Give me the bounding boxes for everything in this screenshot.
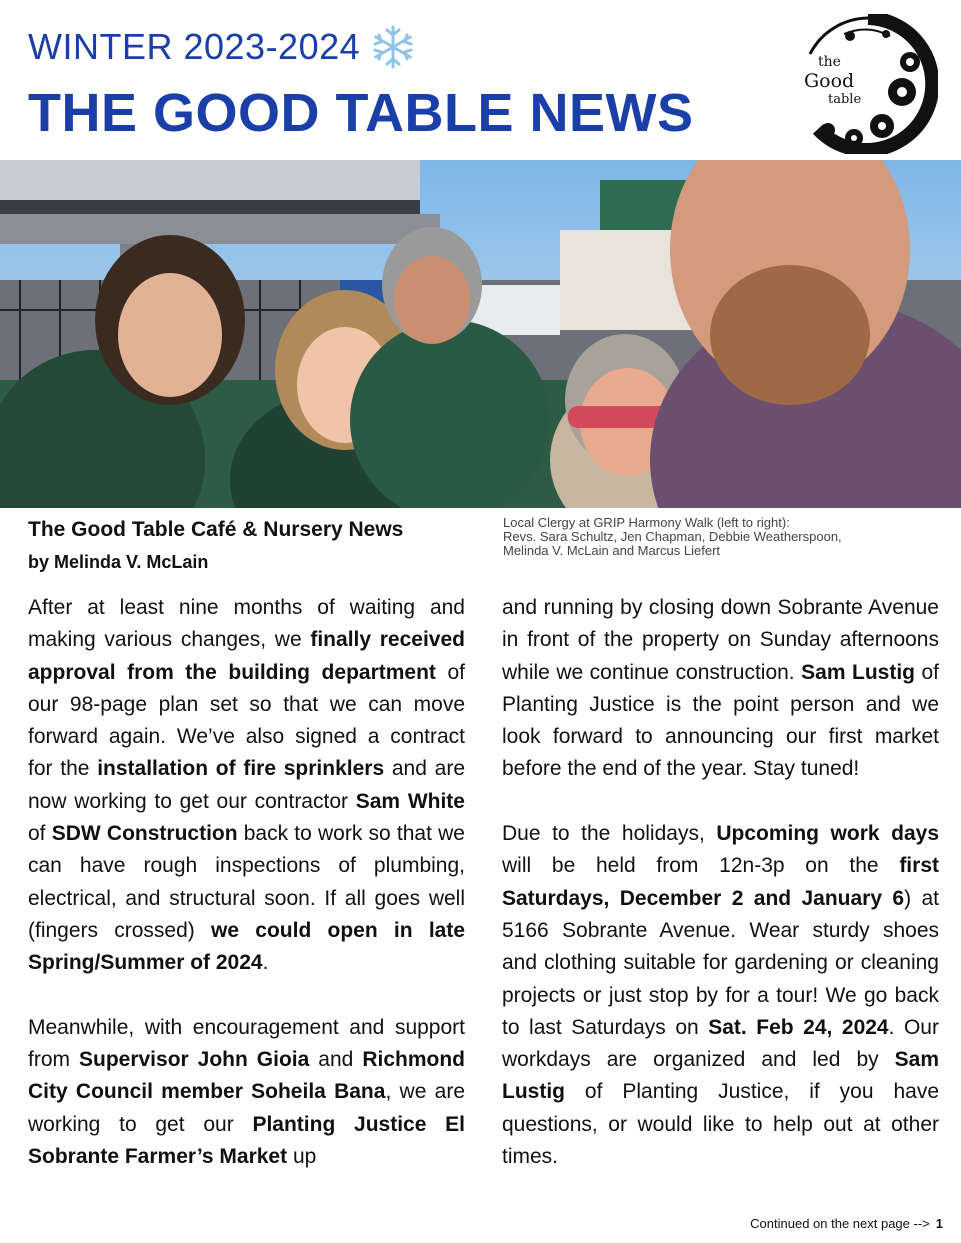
page-footer: [750, 1216, 943, 1231]
text-run: of: [28, 822, 52, 846]
newsletter-title: THE GOOD TABLE NEWS: [28, 83, 694, 143]
bold-run: finally received approval from the building department: [28, 628, 465, 684]
text-run: of Planting Justice, if you have questions, or would like to help out at other times.: [502, 1080, 939, 1169]
good-table-logo: [798, 14, 938, 154]
bold-run: SDW Construction: [51, 822, 238, 846]
text-run: will be held from 12n-3p on the: [502, 854, 900, 878]
bold-run: installation of fire sprinklers: [97, 757, 385, 781]
bold-run: Supervisor John Gioia: [78, 1048, 310, 1072]
bold-run: Sat. Feb 24, 2024: [708, 1015, 889, 1039]
group-photo: [0, 160, 961, 508]
text-run: Meanwhile, with encouragement and support from: [28, 1015, 465, 1072]
text-run: After at least nine months of waiting and making various changes, we: [28, 596, 465, 652]
text-run: of Planting Justice is the point person and we look forward to announcing our first market before the end of the year. Stay tuned!: [502, 660, 939, 781]
article-title: The Good Table Café & Nursery News: [28, 518, 404, 541]
caption-line-2: Revs. Sara Schultz, Jen Chapman, Debbie Weatherspoon,: [503, 529, 842, 544]
continued-note: Continued on the next page -->: [750, 1216, 930, 1231]
article-column-right: [502, 592, 939, 1206]
text-run: Due to the holidays,: [502, 822, 717, 846]
text-run: and running by closing down Sobrante Avenue in front of the property on Sunday afternoons while we continue construction.: [502, 596, 939, 684]
caption-line-3: Melinda V. McLain and Marcus Liefert: [503, 543, 721, 558]
caption-line-1: Local Clergy at GRIP Harmony Walk (left to right):: [503, 515, 790, 530]
photo-illustration: [0, 160, 961, 508]
article-column-left: [28, 592, 465, 1206]
text-run: .: [262, 951, 269, 975]
article-byline: by Melinda V. McLain: [28, 552, 209, 572]
text-run: up: [287, 1145, 317, 1169]
logo-text-the: the: [818, 54, 841, 70]
text-run: , we are working to get our: [28, 1080, 465, 1136]
bold-run: Sam Lustig: [801, 660, 915, 684]
paragraph-approval: [28, 592, 465, 980]
season-heading: [28, 24, 416, 70]
bold-run: Planting Justice El Sobrante Farmer’s Market: [28, 1112, 465, 1169]
snowflake-icon: [370, 24, 416, 70]
bold-run: Richmond City Council member Soheila Bana: [28, 1048, 465, 1104]
text-run: and are now working to get our contractor: [28, 757, 466, 813]
paragraph-market-continued: [502, 592, 939, 786]
photo-caption: [503, 516, 939, 558]
page-number: 1: [935, 1216, 943, 1231]
text-run: . Our workdays are organized and led by: [502, 1015, 939, 1072]
bold-run: Sam White: [355, 789, 465, 813]
bold-run: Sam Lustig: [502, 1048, 939, 1104]
logo-text-table: table: [828, 92, 862, 107]
paragraph-work-days: [502, 818, 939, 1173]
bold-run: first Saturdays, December 2 and January 6: [502, 854, 939, 910]
text-run: and: [309, 1048, 363, 1072]
season-text: WINTER 2023-2024: [28, 26, 361, 67]
text-run: back to work so that we can have rough inspections of plumbing, electrical, and structural soon. If all goes well (fingers crossed): [28, 822, 465, 942]
bold-run: we could open in late Spring/Summer of 2024: [28, 918, 466, 975]
logo-text-good: Good: [804, 70, 855, 92]
bold-run: Upcoming work days: [716, 822, 939, 846]
paragraph-farmers-market: [28, 1012, 465, 1173]
text-run: of our 98-page plan set so that we can move forward again. We’ve also signed a contract for the: [28, 660, 465, 781]
text-run: ) at 5166 Sobrante Avenue. Wear sturdy shoes and clothing suitable for gardening or cleaning projects or just stop by for a tour! We go back to last Saturdays on: [502, 886, 940, 1039]
